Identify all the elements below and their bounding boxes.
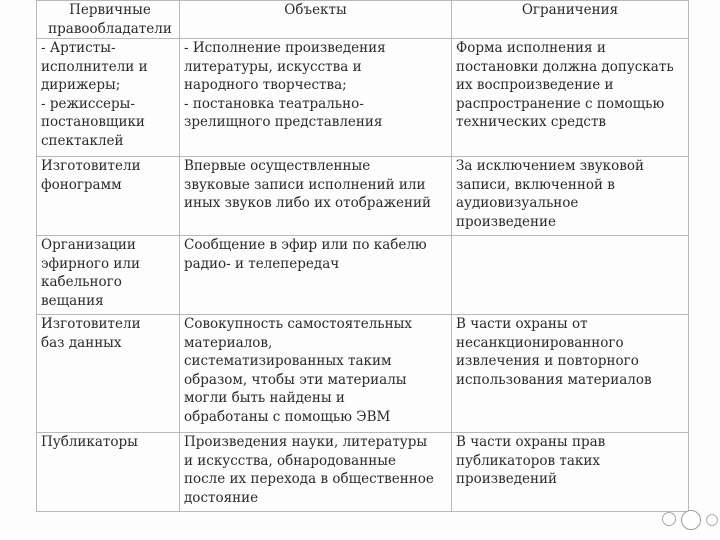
cell-holder: Публикаторы <box>37 433 180 512</box>
cell-holder: Изготовители баз данных <box>37 315 180 433</box>
header-restrictions: Ограничения <box>452 1 689 39</box>
cell-objects: Впервые осуществленные звуковые записи исполнений или иных звуков либо их отображений <box>180 157 452 236</box>
cell-holder: - Артисты- исполнители и дирижеры; - режиссеры- постановщики спектаклей <box>37 39 180 157</box>
table-row <box>37 39 689 157</box>
table-row <box>37 157 689 236</box>
table-row <box>37 236 689 315</box>
table-row <box>37 433 689 512</box>
header-rightholders: Первичные правообладатели <box>37 1 180 39</box>
cell-limits: За исключением звуковой записи, включенной в аудиовизуальное произведение <box>452 157 689 236</box>
cell-objects: Совокупность самостоятельных материалов, систематизированных таким образом, чтобы эти материалы могли быть найдены и обработаны с помощью ЭВМ <box>180 315 452 433</box>
table-row <box>37 315 689 433</box>
cell-holder: Изготовители фонограмм <box>37 157 180 236</box>
cell-limits: В части охраны от несанкционированного извлечения и повторного использования материалов <box>452 315 689 433</box>
cell-limits <box>452 236 689 315</box>
decor-circle-tiny <box>706 514 718 526</box>
header-objects: Объекты <box>180 1 452 39</box>
cell-objects: - Исполнение произведения литературы, искусства и народного творчества; - постановка театрально- зрелищного представления <box>180 39 452 157</box>
rights-table <box>36 0 689 512</box>
decor-circle-large <box>681 510 701 530</box>
cell-holder: Организации эфирного или кабельного вещания <box>37 236 180 315</box>
cell-objects: Сообщение в эфир или по кабелю радио- и телепередач <box>180 236 452 315</box>
cell-objects: Произведения науки, литературы и искусства, обнародованные после их перехода в общественное достояние <box>180 433 452 512</box>
decor-circle-small <box>662 512 676 526</box>
cell-limits: Форма исполнения и постановки должна допускать их воспроизведение и распространение с помощью технических средств <box>452 39 689 157</box>
cell-limits: В части охраны прав публикаторов таких произведений <box>452 433 689 512</box>
table-header-row <box>37 1 689 39</box>
